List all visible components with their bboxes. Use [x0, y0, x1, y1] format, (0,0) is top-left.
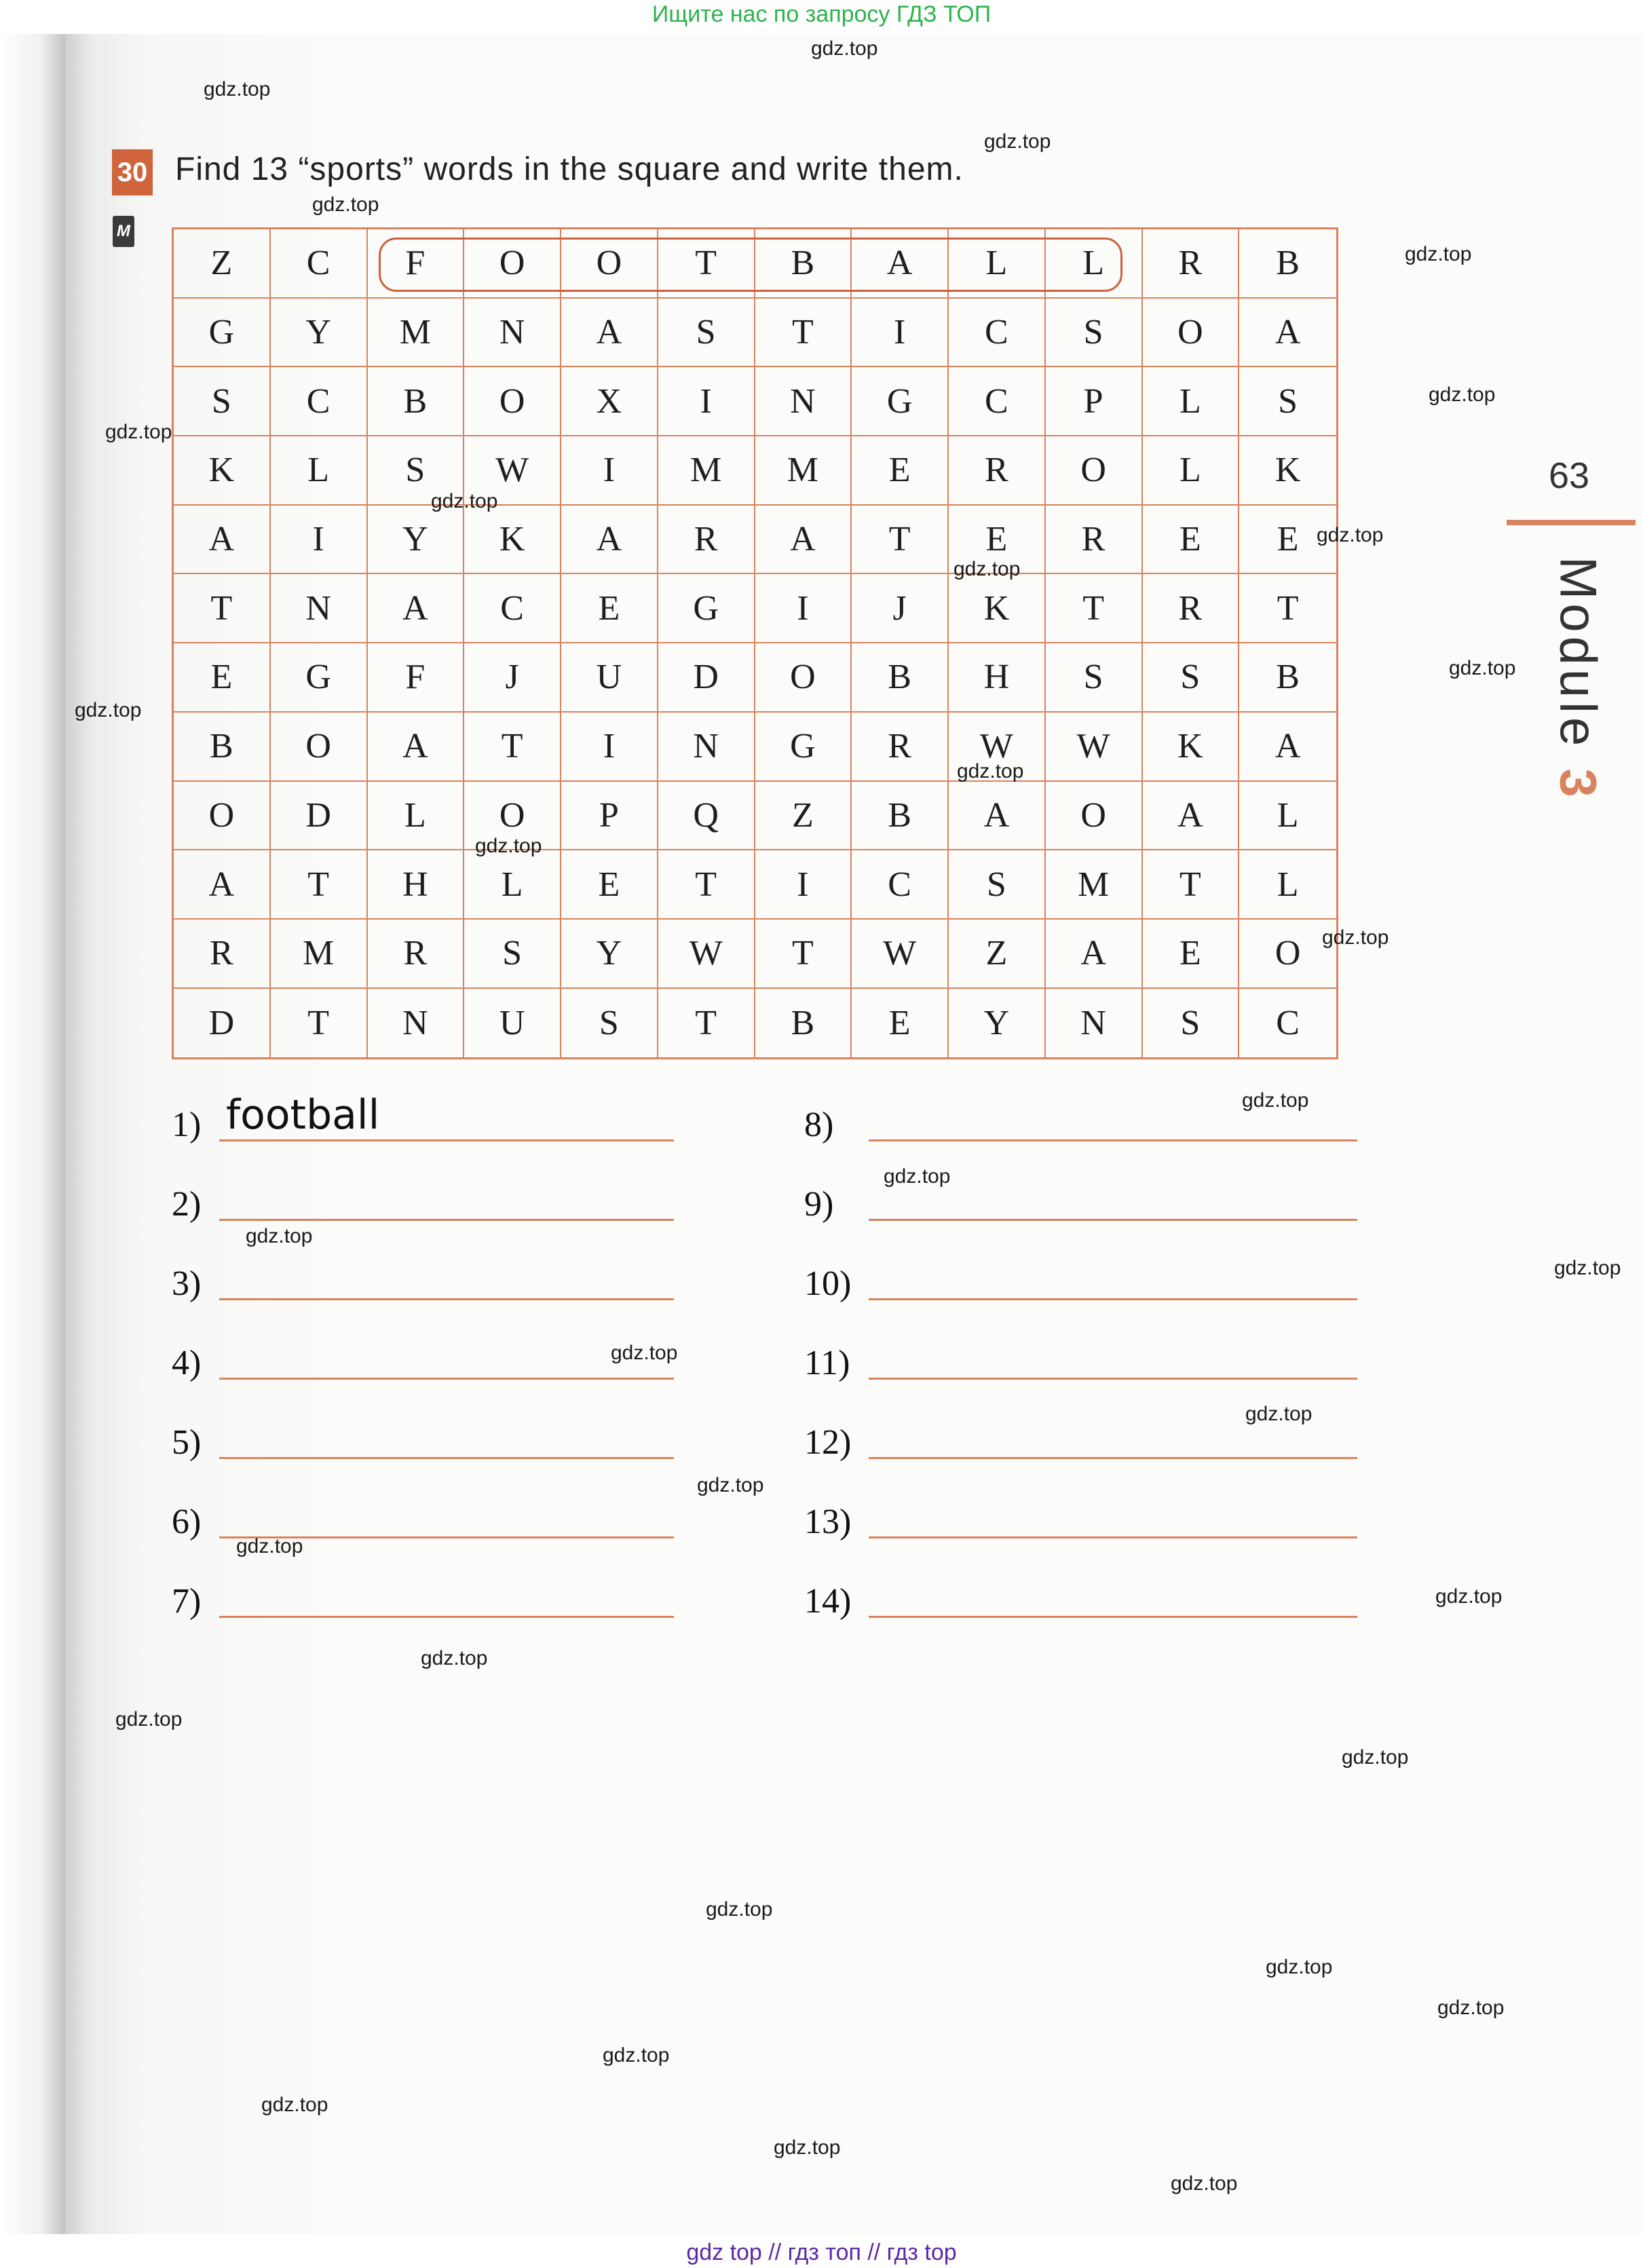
- grid-cell: W: [852, 920, 949, 989]
- exercise-number-badge: 30: [112, 149, 153, 195]
- grid-cell: U: [561, 643, 658, 713]
- grid-cell: G: [852, 367, 949, 436]
- grid-cell: E: [852, 436, 949, 506]
- grid-cell: A: [949, 782, 1046, 851]
- grid-cell: A: [368, 574, 465, 643]
- grid-cell: N: [755, 367, 852, 436]
- grid-cell: B: [755, 229, 852, 299]
- grid-cell: C: [1276, 1003, 1300, 1042]
- grid-cell: L: [1143, 367, 1240, 436]
- grid-cell: E: [1239, 506, 1336, 575]
- grid-cell: N: [1046, 989, 1143, 1058]
- grid-cell: Q: [658, 782, 755, 851]
- grid-cell: J: [464, 643, 561, 713]
- watermark-text: gdz.top: [236, 1535, 303, 1557]
- module-label: [1510, 556, 1643, 855]
- grid-cell: R: [949, 436, 1046, 506]
- word-search-grid: [172, 227, 1338, 1059]
- answer-number: 11): [804, 1344, 850, 1382]
- grid-cell: T: [658, 229, 755, 299]
- grid-cell: A: [1239, 713, 1336, 782]
- grid-cell: G: [271, 643, 368, 713]
- grid-cell: T: [852, 506, 949, 575]
- grid-cell: L: [1143, 436, 1240, 506]
- grid-cell: A: [852, 229, 949, 299]
- grid-cell: Z: [949, 920, 1046, 989]
- grid-cell: I: [561, 436, 658, 506]
- grid-cell: B: [174, 713, 271, 782]
- watermark-text: gdz.top: [1317, 524, 1384, 546]
- grid-cell: K: [1239, 436, 1336, 506]
- grid-cell: A: [1143, 782, 1240, 851]
- grid-cell: X: [561, 367, 658, 436]
- grid-cell: A: [755, 506, 852, 575]
- answer-value: football: [226, 1091, 380, 1139]
- grid-cell: I: [852, 299, 949, 368]
- page-number: 63: [1549, 455, 1590, 496]
- answer-line[interactable]: [804, 1184, 1381, 1225]
- grid-cell: L: [271, 436, 368, 506]
- grid-cell: Y: [561, 920, 658, 989]
- grid-cell: D: [271, 782, 368, 851]
- answer-underline: [219, 1457, 674, 1459]
- watermark-text: gdz.top: [1245, 1403, 1312, 1425]
- grid-cell: T: [755, 920, 852, 989]
- answer-underline: [869, 1219, 1357, 1221]
- grid-cell: Z: [174, 229, 271, 299]
- grid-cell: M: [755, 436, 852, 506]
- grid-cell: S: [1143, 989, 1240, 1058]
- grid-cell: E: [174, 643, 271, 713]
- grid-cell: K: [174, 436, 271, 506]
- grid-cell: Y: [949, 989, 1046, 1058]
- grid-cell: K: [464, 506, 561, 575]
- watermark-text: gdz.top: [75, 699, 142, 721]
- grid-cell: R: [1143, 574, 1240, 643]
- exercise-instruction: Find 13 “sports” words in the square and write them.: [175, 151, 964, 187]
- answer-line[interactable]: [172, 1581, 749, 1622]
- watermark-text: gdz.top: [1437, 1997, 1505, 2019]
- grid-cell: G: [755, 713, 852, 782]
- grid-cell: I: [658, 367, 755, 436]
- watermark-text: gdz.top: [431, 490, 498, 512]
- watermark-text: gdz.top: [1266, 1956, 1333, 1978]
- grid-cell: L: [464, 850, 561, 920]
- watermark-text: gdz.top: [1342, 1746, 1409, 1769]
- grid-cell: I: [755, 850, 852, 920]
- grid-cell: E: [949, 506, 1046, 575]
- grid-cell: C: [271, 229, 368, 299]
- grid-cell: F: [368, 229, 465, 299]
- bottom-banner[interactable]: gdz top // гдз топ // гдз top: [686, 2239, 957, 2265]
- answer-underline: [869, 1298, 1357, 1300]
- grid-cell: O: [464, 782, 561, 851]
- watermark-text: gdz.top: [1405, 243, 1472, 265]
- answer-number: 14): [804, 1582, 852, 1621]
- grid-cell: E: [1143, 506, 1240, 575]
- answer-number: 1): [172, 1105, 202, 1144]
- answer-number: 13): [804, 1502, 852, 1541]
- m-marker-icon: M: [113, 216, 134, 247]
- answer-underline: [219, 1298, 674, 1300]
- grid-cell: R: [1046, 506, 1143, 575]
- answer-underline: [219, 1616, 674, 1618]
- answer-line[interactable]: [172, 1091, 749, 1146]
- grid-cell: G: [174, 299, 271, 368]
- grid-cell: H: [368, 850, 465, 920]
- grid-cell: A: [174, 506, 271, 575]
- grid-cell: P: [561, 782, 658, 851]
- grid-cell: O: [464, 367, 561, 436]
- answer-line[interactable]: [172, 1422, 749, 1463]
- grid-cell: A: [561, 506, 658, 575]
- grid-cell: M: [658, 436, 755, 506]
- grid-cell: D: [174, 989, 271, 1058]
- watermark-text: gdz.top: [421, 1647, 488, 1669]
- watermark-text: gdz.top: [1322, 926, 1389, 949]
- watermark-text: gdz.top: [115, 1708, 183, 1731]
- grid-cell: R: [658, 506, 755, 575]
- grid-cell: A: [368, 713, 465, 782]
- grid-cell: K: [949, 574, 1046, 643]
- watermark-text: gdz.top: [953, 558, 1021, 580]
- answer-line[interactable]: [804, 1422, 1381, 1463]
- watermark-text: gdz.top: [261, 2094, 328, 2116]
- grid-cell: B: [1239, 643, 1336, 713]
- grid-cell: I: [561, 713, 658, 782]
- watermark-text: gdz.top: [884, 1165, 951, 1188]
- grid-cell: Z: [755, 782, 852, 851]
- answer-number: 12): [804, 1423, 852, 1462]
- grid-cell: Y: [368, 506, 465, 575]
- grid-cell: A: [174, 850, 271, 920]
- grid-cell: P: [1046, 367, 1143, 436]
- grid-cell: S: [949, 850, 1046, 920]
- watermark-text: gdz.top: [1171, 2172, 1238, 2195]
- grid-cell: S: [368, 436, 465, 506]
- grid-cell: O: [464, 229, 561, 299]
- grid-cell: C: [852, 850, 949, 920]
- grid-cell: B: [1239, 229, 1336, 299]
- answer-underline: [219, 1378, 674, 1380]
- watermark-text: gdz.top: [204, 78, 271, 100]
- answer-underline: [869, 1616, 1357, 1618]
- grid-cell: S: [1143, 643, 1240, 713]
- grid-cell: T: [271, 989, 368, 1058]
- grid-cell: L: [1239, 850, 1336, 920]
- grid-cell: G: [658, 574, 755, 643]
- grid-cell: E: [852, 989, 949, 1058]
- grid-cell: S: [658, 299, 755, 368]
- grid-cell: U: [464, 989, 561, 1058]
- watermark-text: gdz.top: [1435, 1585, 1503, 1608]
- grid-cell: W: [464, 436, 561, 506]
- grid-cell: O: [174, 782, 271, 851]
- answer-line[interactable]: [804, 1502, 1381, 1543]
- grid-cell: L: [1239, 782, 1336, 851]
- answer-number: 4): [172, 1344, 202, 1382]
- grid-cell: W: [658, 920, 755, 989]
- watermark-text: gdz.top: [611, 1342, 678, 1364]
- grid-cell: N: [271, 574, 368, 643]
- grid-cell: C: [949, 367, 1046, 436]
- watermark-text: gdz.top: [475, 835, 542, 857]
- grid-cell: T: [174, 574, 271, 643]
- answer-line[interactable]: [172, 1264, 749, 1304]
- answer-number: 8): [804, 1105, 834, 1144]
- grid-cell: E: [561, 850, 658, 920]
- grid-cell: E: [561, 574, 658, 643]
- grid-cell: T: [658, 989, 755, 1058]
- grid-cell: A: [1239, 299, 1336, 368]
- answer-number: 2): [172, 1185, 202, 1224]
- grid-cell: O: [755, 643, 852, 713]
- answer-number: 5): [172, 1423, 202, 1462]
- answer-number: 10): [804, 1264, 852, 1303]
- grid-cell: N: [368, 989, 465, 1058]
- grid-cell: W: [1046, 713, 1143, 782]
- grid-cell: A: [1046, 920, 1143, 989]
- watermark-text: gdz.top: [105, 421, 172, 443]
- watermark-text: gdz.top: [1242, 1089, 1309, 1112]
- grid-cell: B: [368, 367, 465, 436]
- answer-line[interactable]: [804, 1343, 1381, 1384]
- module-word: Module: [1549, 556, 1607, 751]
- grid-cell: J: [852, 574, 949, 643]
- answer-line[interactable]: [804, 1264, 1381, 1304]
- grid-cell: I: [271, 506, 368, 575]
- grid-cell: B: [755, 989, 852, 1058]
- grid-cell: L: [1046, 229, 1143, 299]
- grid-cell: A: [561, 299, 658, 368]
- grid-cell: Y: [271, 299, 368, 368]
- watermark-text: gdz.top: [603, 2044, 670, 2066]
- grid-cell: T: [658, 850, 755, 920]
- grid-cell: S: [1046, 299, 1143, 368]
- grid-cell: E: [1143, 920, 1240, 989]
- answer-underline: [869, 1536, 1357, 1538]
- grid-cell: T: [755, 299, 852, 368]
- answer-underline: [219, 1219, 674, 1221]
- grid-cell: S: [1239, 367, 1336, 436]
- grid-cell: T: [1143, 850, 1240, 920]
- grid-cell: O: [271, 713, 368, 782]
- answer-underline: [219, 1139, 674, 1141]
- watermark-text: gdz.top: [706, 1898, 773, 1921]
- page-binding-shadow: [0, 34, 68, 2234]
- answer-line[interactable]: [172, 1184, 749, 1225]
- grid-cell: I: [755, 574, 852, 643]
- watermark-text: gdz.top: [1429, 383, 1496, 406]
- grid-cell: H: [949, 643, 1046, 713]
- grid-cell: O: [1143, 299, 1240, 368]
- top-banner[interactable]: Ищите нас по запросу ГДЗ ТОП: [651, 1, 992, 27]
- grid-cell: B: [852, 782, 949, 851]
- grid-cell: M: [1046, 850, 1143, 920]
- grid-cell: R: [852, 713, 949, 782]
- grid-cell: O: [1046, 782, 1143, 851]
- grid-cell: C: [464, 574, 561, 643]
- grid-cell: S: [174, 367, 271, 436]
- answer-line[interactable]: [804, 1581, 1381, 1622]
- grid-cell: D: [658, 643, 755, 713]
- grid-cell: T: [464, 713, 561, 782]
- watermark-text: gdz.top: [957, 760, 1024, 782]
- watermark-text: gdz.top: [1554, 1257, 1621, 1279]
- grid-cell: M: [271, 920, 368, 989]
- answer-number: 7): [172, 1582, 202, 1621]
- margin-divider: [1507, 520, 1636, 525]
- watermark-text: gdz.top: [984, 130, 1051, 153]
- watermark-text: gdz.top: [774, 2136, 841, 2159]
- answer-number: 3): [172, 1264, 202, 1303]
- grid-cell: C: [949, 299, 1046, 368]
- grid-cell: S: [561, 989, 658, 1058]
- grid-cell: C: [271, 367, 368, 436]
- grid-cell: W: [949, 713, 1046, 782]
- watermark-text: gdz.top: [811, 37, 878, 60]
- answer-number: 6): [172, 1502, 202, 1541]
- grid-cell: T: [1239, 574, 1336, 643]
- grid-cell: O: [1046, 436, 1143, 506]
- module-number: 3: [1549, 768, 1607, 801]
- grid-cell: M: [368, 299, 465, 368]
- grid-cell: N: [464, 299, 561, 368]
- watermark-text: gdz.top: [697, 1474, 764, 1496]
- grid-cell: N: [658, 713, 755, 782]
- watermark-text: gdz.top: [312, 193, 379, 216]
- grid-cell: O: [1239, 920, 1336, 989]
- answer-underline: [869, 1457, 1357, 1459]
- grid-cell: L: [949, 229, 1046, 299]
- watermark-text: gdz.top: [246, 1225, 313, 1247]
- grid-cell: K: [1143, 713, 1240, 782]
- grid-cell: S: [1046, 643, 1143, 713]
- grid-cell: F: [368, 643, 465, 713]
- grid-cell: R: [174, 920, 271, 989]
- grid-cell: R: [1143, 229, 1240, 299]
- grid-cell: T: [1046, 574, 1143, 643]
- grid-cell: S: [464, 920, 561, 989]
- grid-cell: O: [561, 229, 658, 299]
- grid-cell: B: [852, 643, 949, 713]
- watermark-text: gdz.top: [1449, 657, 1516, 679]
- grid-cell: L: [368, 782, 465, 851]
- answer-number: 9): [804, 1185, 834, 1224]
- answer-underline: [869, 1139, 1357, 1141]
- grid-cell: R: [368, 920, 465, 989]
- grid-cell: T: [271, 850, 368, 920]
- answer-underline: [869, 1378, 1357, 1380]
